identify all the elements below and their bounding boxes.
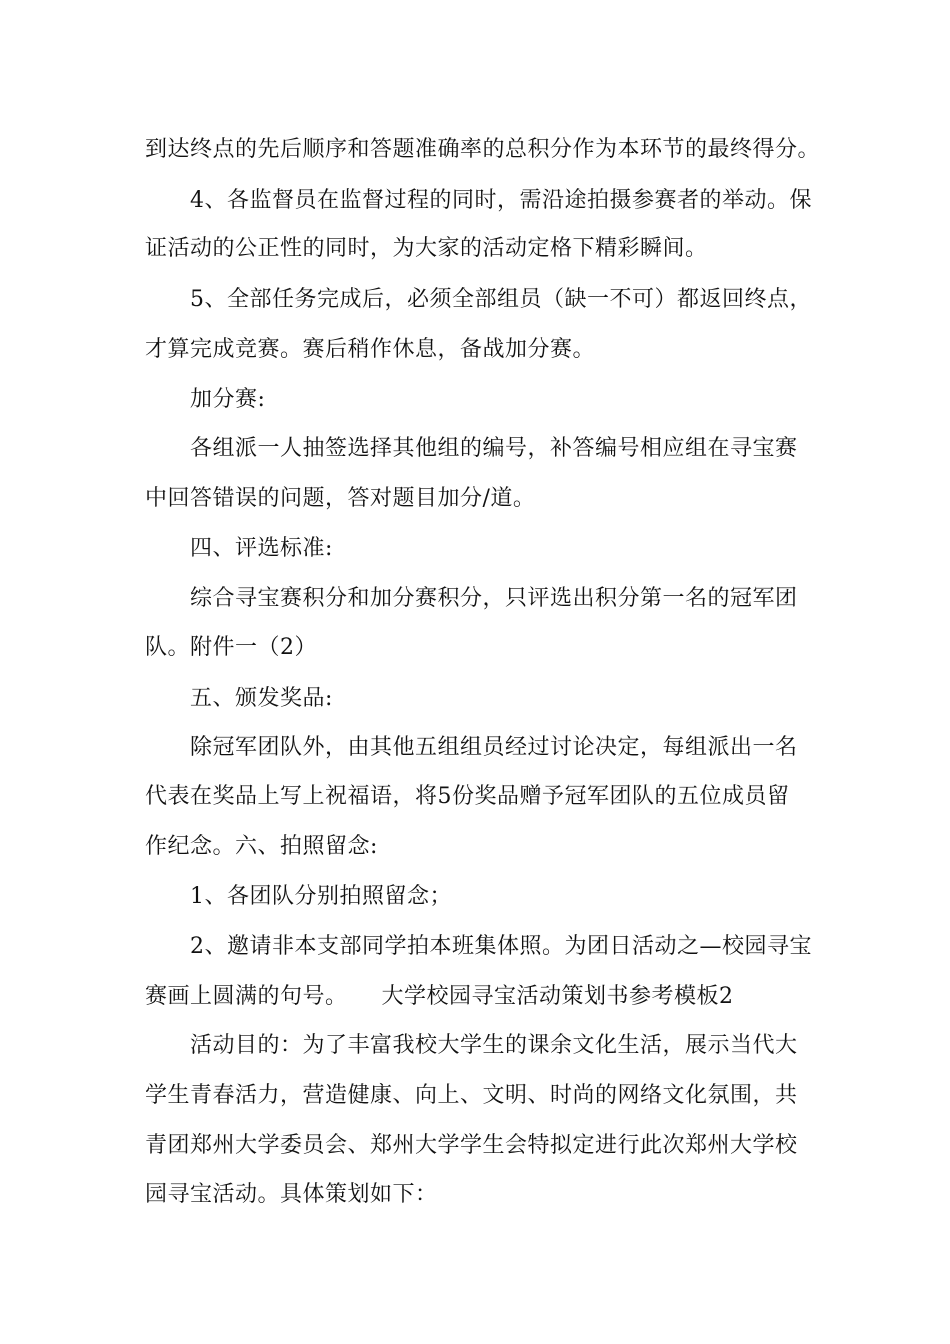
paragraph-line: 除冠军团队外，由其他五组组员经过讨论决定，每组派出一名 bbox=[190, 735, 798, 760]
paragraph-line: 4、各监督员在监督过程的同时，需沿途拍摄参赛者的举动。保 bbox=[190, 188, 812, 213]
paragraph-line: 5、全部任务完成后，必须全部组员（缺一不可）都返回终点， bbox=[190, 287, 812, 312]
paragraph-line: 2、邀请非本支部同学拍本班集体照。为团日活动之—校园寻宝 bbox=[190, 934, 812, 959]
paragraph-line: 证活动的公正性的同时，为大家的活动定格下精彩瞬间。 bbox=[145, 236, 708, 261]
paragraph-line: 园寻宝活动。具体策划如下： bbox=[145, 1182, 438, 1207]
paragraph-line: 中回答错误的问题，答对题目加分/道。 bbox=[145, 486, 536, 511]
paragraph-line: 到达终点的先后顺序和答题准确率的总积分作为本环节的最终得分。 bbox=[145, 137, 821, 162]
section-heading: 加分赛: bbox=[190, 387, 266, 412]
paragraph-line: 活动目的：为了丰富我校大学生的课余文化生活，展示当代大 bbox=[190, 1033, 798, 1058]
paragraph-line: 综合寻宝赛积分和加分赛积分，只评选出积分第一名的冠军团 bbox=[190, 586, 798, 611]
paragraph-line: 作纪念。六、拍照留念: bbox=[145, 834, 378, 859]
paragraph-line: 赛画上圆满的句号。 大学校园寻宝活动策划书参考模板2 bbox=[145, 984, 734, 1009]
paragraph-line: 才算完成竞赛。赛后稍作休息，备战加分赛。 bbox=[145, 337, 596, 362]
paragraph-line: 1、各团队分别拍照留念； bbox=[190, 884, 452, 909]
paragraph-line: 代表在奖品上写上祝福语，将5份奖品赠予冠军团队的五位成员留 bbox=[145, 784, 790, 809]
paragraph-line: 学生青春活力，营造健康、向上、文明、时尚的网络文化氛围，共 bbox=[145, 1083, 798, 1108]
paragraph-line: 队。附件一（2） bbox=[145, 635, 317, 660]
section-heading: 四、评选标准: bbox=[190, 536, 333, 561]
paragraph-line: 各组派一人抽签选择其他组的编号，补答编号相应组在寻宝赛 bbox=[190, 436, 798, 461]
paragraph-line: 青团郑州大学委员会、郑州大学学生会特拟定进行此次郑州大学校 bbox=[145, 1133, 798, 1158]
section-heading: 五、颁发奖品: bbox=[190, 686, 333, 711]
